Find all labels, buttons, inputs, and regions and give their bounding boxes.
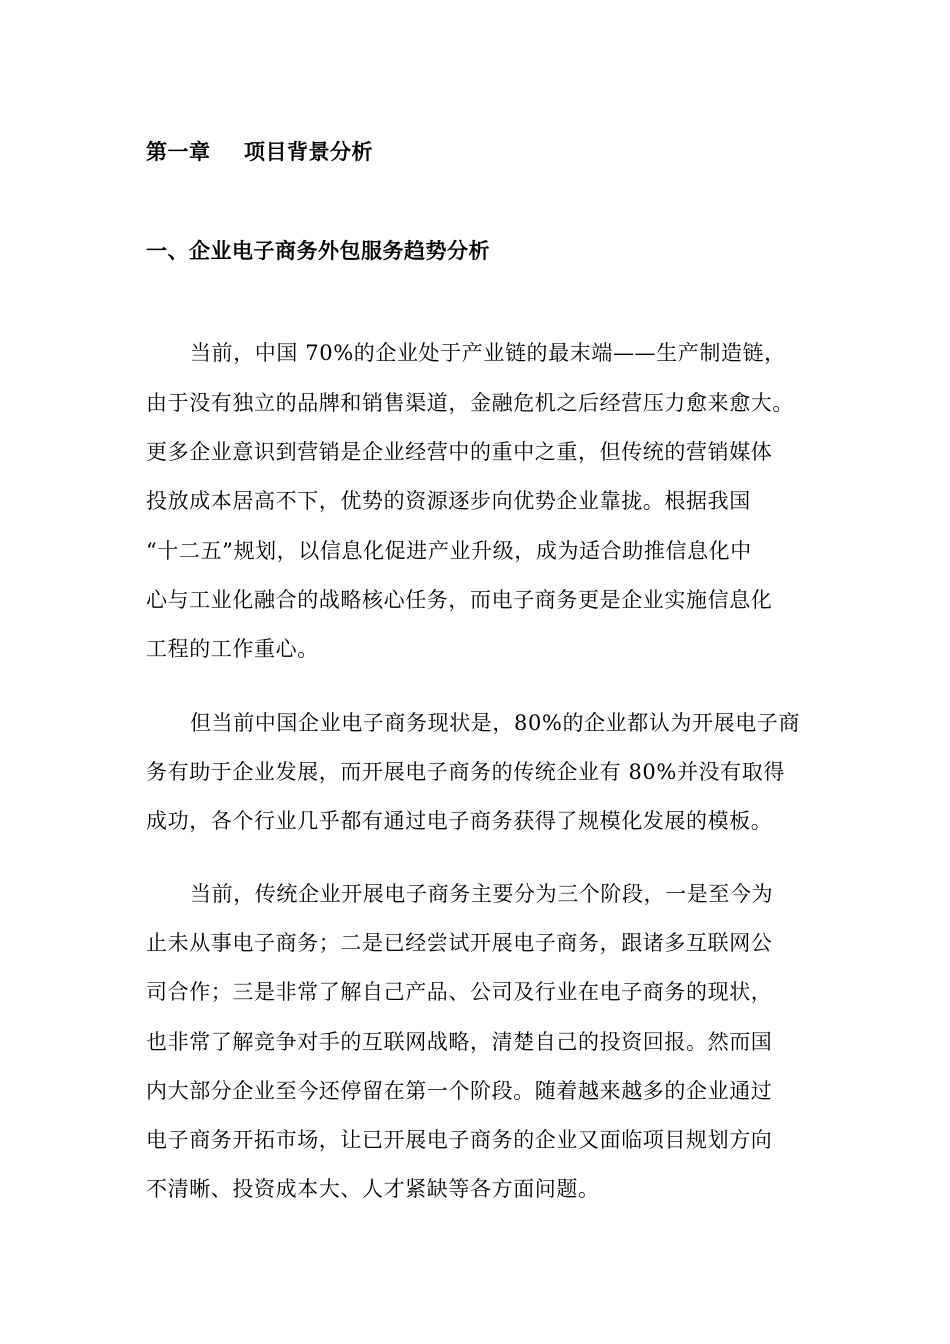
paragraph-line: 心与工业化融合的战略核心任务，而电子商务更是企业实施信息化 (146, 588, 773, 612)
chapter-number: 第一章 (146, 139, 211, 164)
paragraph-line: “十二五”规划，以信息化促进产业升级，成为适合助推信息化中 (146, 539, 752, 563)
paragraph-line: 也非常了解竞争对手的互联网战略，清楚自己的投资回报。然而国 (146, 1030, 773, 1054)
paragraph-line: 司合作；三是非常了解自己产品、公司及行业在电子商务的现状， (146, 980, 773, 1004)
chapter-heading (146, 137, 373, 167)
paragraph-line: 由于没有独立的品牌和销售渠道，金融危机之后经营压力愈来愈大。 (146, 391, 794, 415)
paragraph-line: 工程的工作重心。 (146, 637, 319, 661)
paragraph-line: 投放成本居高不下，优势的资源逐步向优势企业靠拢。根据我国 (146, 489, 751, 513)
paragraph-line: 止未从事电子商务；二是已经尝试开展电子商务，跟诸多互联网公 (146, 931, 773, 955)
paragraph-line: 务有助于企业发展，而开展电子商务的传统企业有 80%并没有取得 (146, 760, 785, 784)
paragraph-line: 但当前中国企业电子商务现状是，80%的企业都认为开展电子商 (190, 711, 801, 735)
paragraph-line: 成功，各个行业几乎都有通过电子商务获得了规模化发展的模板。 (146, 809, 773, 833)
paragraph-line: 当前，传统企业开展电子商务主要分为三个阶段，一是至今为 (190, 882, 774, 906)
paragraph-line: 更多企业意识到营销是企业经营中的重中之重，但传统的营销媒体 (146, 440, 773, 464)
paragraph-line: 不清晰、投资成本大、人才紧缺等各方面问题。 (146, 1177, 600, 1201)
chapter-title: 项目背景分析 (244, 139, 373, 164)
paragraph-line: 当前，中国 70%的企业处于产业链的最末端——生产制造链， (190, 341, 786, 365)
paragraph-line: 内大部分企业至今还停留在第一个阶段。随着越来越多的企业通过 (146, 1079, 773, 1103)
paragraph-line: 电子商务开拓市场，让已开展电子商务的企业又面临项目规划方向 (146, 1128, 773, 1152)
section-heading: 一、企业电子商务外包服务趋势分析 (146, 238, 490, 263)
